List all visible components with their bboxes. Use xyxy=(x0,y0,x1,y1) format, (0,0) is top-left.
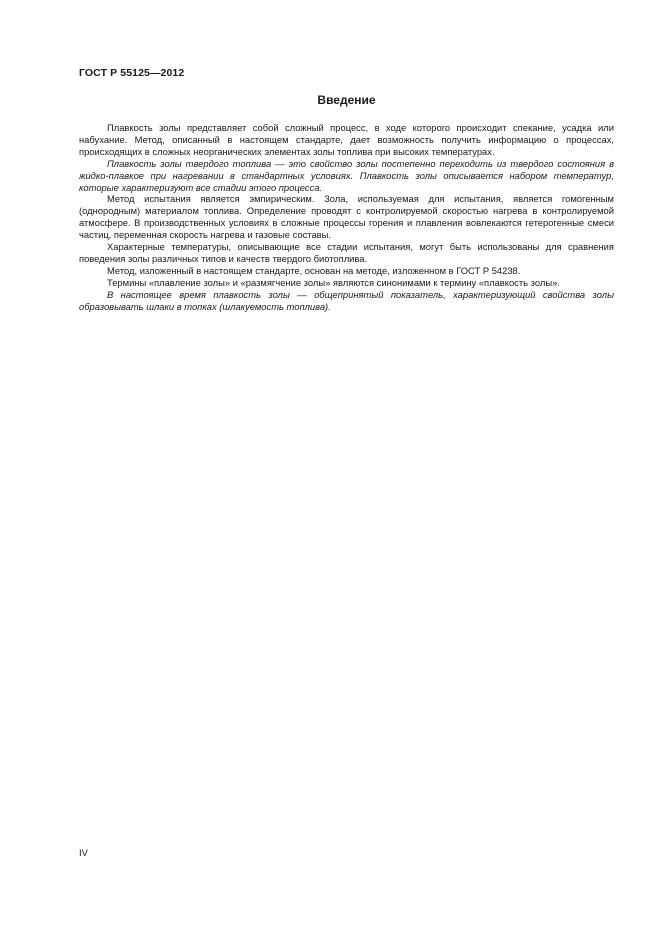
paragraph-ash-fusibility-definition: Плавкость золы твердого топлива — это свойство золы постепенно переходить из твердого состояния в жидко-плавкое при нагревании в стандартных условиях. Плавкость золы описывается набором температур, которые характеризуют все стадии этого процесса. xyxy=(79,157,614,193)
section-title: Введение xyxy=(317,93,376,107)
introduction-body xyxy=(79,122,614,313)
paragraph-characteristic-temperatures: Характерные температуры, описывающие все стадии испытания, могут быть использованы для сравнения поведения золы различных типов и качеств твердого биотоплива. xyxy=(79,241,614,264)
paragraph-method-basis: Метод, изложенный в настоящем стандарте, основан на методе, изложенном в ГОСТ Р 54238. xyxy=(107,264,521,276)
paragraph-terms-synonyms: Термины «плавление золы» и «размягчение золы» являются синонимами к термину «плавкость золы». xyxy=(107,276,560,288)
paragraph-test-method: Метод испытания является эмпирическим. Зола, используемая для испытания, является гомогенным (однородным) материалом топлива. Определение проводят с контролируемой скоростью нагрева в контролируемой атмосфере. В производственных условиях в сложные процессы горения и плавления вовлекаются гетерогенные смеси частиц, переменная скорость нагрева и газовые составы. xyxy=(79,193,614,241)
paragraph-ash-fusibility-process: Плавкость золы представляет собой сложный процесс, в ходе которого происходит спекание, усадка или набухание. Метод, описанный в настоящем стандарте, дает возможность получить информацию о процессах, происходящих в сложных неорганических элементах золы топлива при высоких температурах. xyxy=(79,122,614,157)
paragraph-slagging-indicator: В настоящее время плавкость золы — общепринятый показатель, характеризующий свойства золы образовывать шлаки в топках (шлакуемость топлива). xyxy=(79,288,614,312)
page-number: IV xyxy=(79,847,88,858)
standard-code-header: ГОСТ Р 55125—2012 xyxy=(79,67,185,79)
